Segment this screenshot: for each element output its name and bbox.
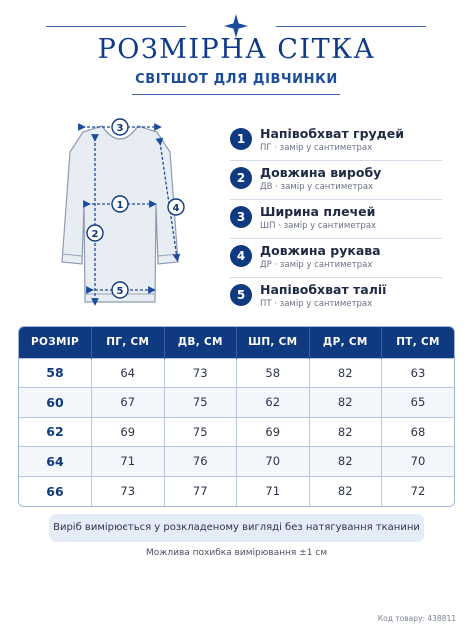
legend-item-length bbox=[230, 161, 442, 200]
header-rule-right bbox=[276, 26, 426, 27]
column-header: ШП, СМ bbox=[237, 327, 310, 358]
number-badge: 3 bbox=[230, 206, 252, 228]
size-cell: 64 bbox=[19, 447, 92, 477]
legend-description: ПГ · замір у сантиметрах bbox=[260, 143, 373, 153]
table-cell: 73 bbox=[164, 358, 237, 388]
legend-description: ПТ · замір у сантиметрах bbox=[260, 299, 373, 309]
table-cell: 63 bbox=[382, 358, 455, 388]
column-header: ДР, СМ bbox=[309, 327, 382, 358]
measurement-legend bbox=[230, 122, 442, 317]
page-title: РОЗМІРНА СІТКА bbox=[97, 34, 376, 65]
tolerance-text: Можлива похибка вимірювання ±1 см bbox=[145, 548, 328, 558]
sweatshirt-diagram bbox=[40, 112, 200, 317]
size-cell: 60 bbox=[19, 388, 92, 418]
marker-sleeve bbox=[168, 199, 184, 215]
number-badge: 1 bbox=[230, 128, 252, 150]
table-cell: 64 bbox=[92, 358, 165, 388]
legend-item-shoulders bbox=[230, 200, 442, 239]
size-table bbox=[18, 326, 455, 507]
size-cell: 66 bbox=[19, 476, 92, 506]
table-cell: 70 bbox=[382, 447, 455, 477]
table-cell: 69 bbox=[92, 417, 165, 447]
svg-text:3: 3 bbox=[116, 123, 124, 134]
size-cell: 62 bbox=[19, 417, 92, 447]
table-cell: 71 bbox=[237, 476, 310, 506]
table-cell: 75 bbox=[164, 388, 237, 418]
table-header-row bbox=[19, 327, 454, 358]
table-cell: 76 bbox=[164, 447, 237, 477]
table-row bbox=[19, 476, 454, 506]
product-code: Код товару: 438811 bbox=[377, 614, 456, 623]
legend-item-waist bbox=[230, 278, 442, 317]
marker-length bbox=[87, 225, 103, 241]
number-badge: 5 bbox=[230, 284, 252, 306]
legend-description: ШП · замір у сантиметрах bbox=[260, 221, 377, 231]
legend-label: Ширина плечей bbox=[260, 204, 376, 219]
table-row bbox=[19, 388, 454, 418]
legend-label: Напівобхват талії bbox=[260, 282, 387, 297]
legend-description: ДВ · замір у сантиметрах bbox=[260, 182, 374, 192]
table-cell: 82 bbox=[309, 447, 382, 477]
table-cell: 71 bbox=[92, 447, 165, 477]
column-header: ПТ, СМ bbox=[382, 327, 455, 358]
table-row bbox=[19, 417, 454, 447]
table-cell: 82 bbox=[309, 358, 382, 388]
legend-label: Напівобхват грудей bbox=[260, 126, 405, 141]
svg-text:5: 5 bbox=[116, 286, 124, 297]
number-badge: 4 bbox=[230, 245, 252, 267]
legend-label: Довжина виробу bbox=[260, 165, 382, 180]
table-cell: 70 bbox=[237, 447, 310, 477]
marker-waist bbox=[112, 282, 128, 298]
svg-text:4: 4 bbox=[172, 203, 180, 214]
table-cell: 82 bbox=[309, 417, 382, 447]
svg-text:1: 1 bbox=[116, 200, 124, 211]
table-cell: 77 bbox=[164, 476, 237, 506]
marker-shoulder bbox=[112, 119, 128, 135]
table-cell: 67 bbox=[92, 388, 165, 418]
table-cell: 75 bbox=[164, 417, 237, 447]
table-cell: 72 bbox=[382, 476, 455, 506]
table-cell: 69 bbox=[237, 417, 310, 447]
table-cell: 82 bbox=[309, 476, 382, 506]
svg-text:2: 2 bbox=[91, 229, 99, 240]
legend-label: Довжина рукава bbox=[260, 243, 381, 258]
page-subtitle: СВІТШОТ ДЛЯ ДІВЧИНКИ bbox=[135, 72, 338, 87]
column-header: ДВ, СМ bbox=[164, 327, 237, 358]
subtitle-rule bbox=[132, 94, 340, 95]
table-cell: 73 bbox=[92, 476, 165, 506]
sweatshirt-outline bbox=[62, 126, 178, 302]
header-rule-left bbox=[46, 26, 186, 27]
legend-item-chest bbox=[230, 122, 442, 161]
column-header: РОЗМІР bbox=[19, 327, 92, 358]
table-row bbox=[19, 358, 454, 388]
table-cell: 65 bbox=[382, 388, 455, 418]
marker-chest bbox=[112, 196, 128, 212]
legend-item-sleeve bbox=[230, 239, 442, 278]
table-cell: 62 bbox=[237, 388, 310, 418]
number-badge: 2 bbox=[230, 167, 252, 189]
column-header: ПГ, СМ bbox=[92, 327, 165, 358]
table-cell: 82 bbox=[309, 388, 382, 418]
table-cell: 68 bbox=[382, 417, 455, 447]
size-cell: 58 bbox=[19, 358, 92, 388]
table-row bbox=[19, 447, 454, 477]
table-cell: 58 bbox=[237, 358, 310, 388]
measurement-note: Виріб вимірюється у розкладеному вигляді без натягування тканини bbox=[49, 514, 424, 542]
legend-description: ДР · замір у сантиметрах bbox=[260, 260, 373, 270]
